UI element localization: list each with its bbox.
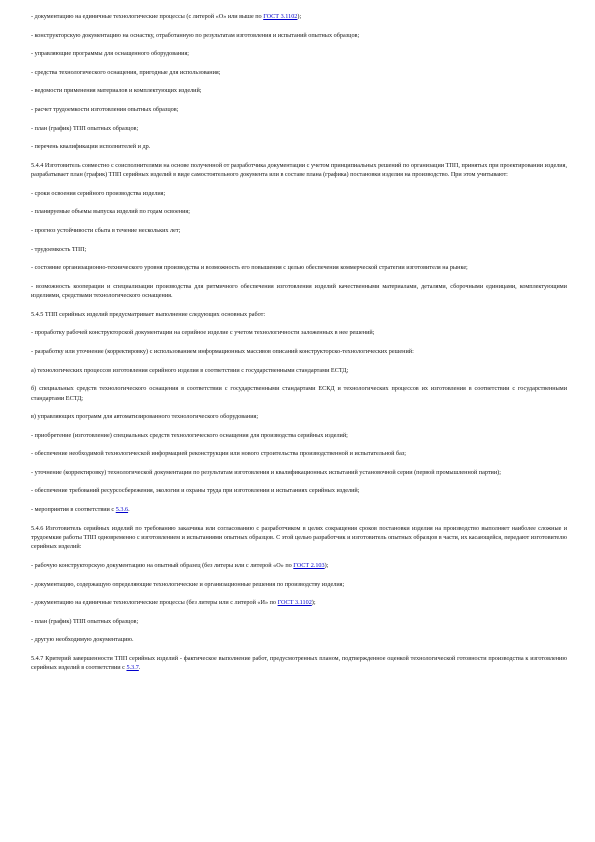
paragraph-text: - перечень квалификации исполнителей и др. [31,143,151,151]
paragraph [31,310,567,319]
document-page [31,12,567,682]
paragraph [31,366,567,375]
paragraph-text: б) специальных средств технологического оснащения в соответствии с государственными стандартами ЕСКД и технологических процессов их изготовления в соответствии с государственными стандартами ЕСТД; [31,385,567,402]
reference-link[interactable]: 5.3.7 [126,664,139,672]
reference-link[interactable]: ГОСТ 2.103 [293,562,325,570]
paragraph [31,263,567,272]
paragraph [31,524,567,552]
paragraph-text: - планируемые объемы выпуска изделий по годам освоения; [31,208,190,216]
paragraph [31,580,567,589]
paragraph [31,207,567,216]
paragraph-text: - рабочую конструкторскую документацию на опытный образец (без литеры или с литерой «О» по [31,562,294,570]
paragraph-text: а) технологических процессов изготовления серийного изделия в соответствии с государственными стандартами ЕСТД; [31,366,349,374]
paragraph-text-tail: . [128,506,130,514]
paragraph [31,468,567,477]
paragraph-text: 5.4.6 Изготовитель серийных изделий по требованию заказчика или согласованию с разработчиком в целях сокращения сроков постановки изделия на производство выполняет наиболее сложные и трудоемкие работы ТПП одновременно с изготовлением и испытаниями опытных образцов. С этой целью разработчик и изготовитель опытных образцов в части, их касающейся, передают изготовителю серийных изделий: [31,524,567,551]
reference-link[interactable]: ГОСТ 3.1102 [277,599,312,607]
paragraph-text: - управляющие программы для оснащенного оборудования; [31,50,190,58]
paragraph-text: - обеспечение требований ресурсосбережения, экологии и охраны труда при изготовлении и испытаниях серийных изделий; [31,487,360,495]
paragraph-text: - план (график) ТПП опытных образцов; [31,124,139,132]
paragraph-text: - мероприятия в соответствии с [31,506,116,514]
paragraph [31,142,567,151]
paragraph-text: - обеспечение необходимой технологической информацией реконструкции или нового строительства производственной и испытательной баз; [31,450,407,458]
paragraph-text: - другую необходимую документацию. [31,636,134,644]
paragraph [31,431,567,440]
paragraph [31,598,567,607]
paragraph-text: 5.4.7 Критерий завершенности ТПП серийных изделий - фактическое выполнение работ, предусмотренных планом, подтвержденное оценкой технологической готовности производства к изготовлению серийных изделий в соответствии с [31,655,567,672]
paragraph [31,161,567,180]
paragraph [31,124,567,133]
paragraph-text: - проработку рабочей конструкторской документации на серийное изделие с учетом технологичности заложенных в нее решений; [31,329,375,337]
paragraph [31,282,567,301]
paragraph [31,105,567,114]
paragraph-text: - уточнение (корректировку) технологической документации по результатам изготовления и квалификационных испытаний установочной серии (первой промышленной партии); [31,468,501,476]
paragraph [31,486,567,495]
paragraph-text: - расчет трудоемкости изготовления опытных образцов; [31,105,179,113]
paragraph-text: - документацию на единичные технологические процессы (с литерой «О» или выше по [31,13,264,20]
paragraph [31,245,567,254]
paragraph [31,635,567,644]
paragraph-text: 5.4.5 ТПП серийных изделий предусматривает выполнение следующих основных работ: [31,310,266,318]
paragraph [31,68,567,77]
paragraph [31,86,567,95]
paragraph-text: - состояние организационно-технического уровня производства и возможность его повышения с целью обеспечения коммерческой стратегии изготовителя на рынке; [31,264,468,272]
paragraph [31,561,567,570]
paragraph [31,226,567,235]
paragraph [31,654,567,673]
reference-link[interactable]: 5.3.6 [115,506,129,514]
paragraph-text-tail: . [138,664,141,672]
paragraph [31,412,567,421]
reference-link[interactable]: ГОСТ 3.1102 [263,13,298,20]
paragraph-text: - ведомости применения материалов и комплектующих изделий; [31,87,202,95]
paragraph-text: - сроки освоения серийного производства изделия; [31,189,166,197]
paragraph-text-tail: ); [311,599,316,607]
paragraph-text: - документацию, содержащую определяющие технологические и организационные решения по производству изделия; [31,580,345,588]
paragraph [31,328,567,337]
paragraph-text: - приобретение (изготовление) специальных средств технологического оснащения для производства серийных изделий; [31,431,348,439]
paragraph-text: - план (график) ТПП опытных образцов; [31,617,139,625]
paragraph [31,12,567,21]
paragraph [31,31,567,40]
paragraph-text: - трудоемкость ТПП; [31,245,87,253]
paragraph [31,347,567,356]
paragraph-text: - возможность кооперации и специализации производства для ритмичного обеспечения изготовления изделий качественными материалами, деталями, сборочными единицами, комплектующими изделиями, средствами технологического оснащения. [31,282,567,300]
paragraph [31,505,567,514]
paragraph-text: 5.4.4 Изготовитель совместно с соисполнителями на основе полученной от разработчика документации с учетом принципиальных решений по организации ТПП, принятых при проектировании изделия, разрабатывает план (график) ТПП серийных изделий в виде самостоятельного документа или в составе плана (графика) постановки изделия на производство. При этом учитывают: [31,161,567,179]
paragraph [31,617,567,626]
paragraph [31,189,567,198]
paragraph-text: - конструкторскую документацию на оснастку, отработанную по результатам изготовления и испытаний опытных образцов; [31,31,360,39]
paragraph-text: - разработку или уточнение (корректировку) с использованием информационных массивов описаний конструкторско-технологических решений: [31,347,414,355]
paragraph-text: - средства технологического оснащения, пригодные для использования; [31,68,221,76]
paragraph-text: - прогноз устойчивости сбыта в течение нескольких лет; [31,226,181,234]
paragraph [31,384,567,403]
paragraph-text-tail: ); [324,562,329,570]
paragraph-text: - документацию на единичные технологические процессы (без литеры или с литерой «И» по [31,599,278,607]
paragraph-text-tail: ); [297,13,302,20]
paragraph [31,449,567,458]
paragraph [31,49,567,58]
paragraph-text: в) управляющих программ для автоматизированного технологического оборудования; [31,413,259,421]
